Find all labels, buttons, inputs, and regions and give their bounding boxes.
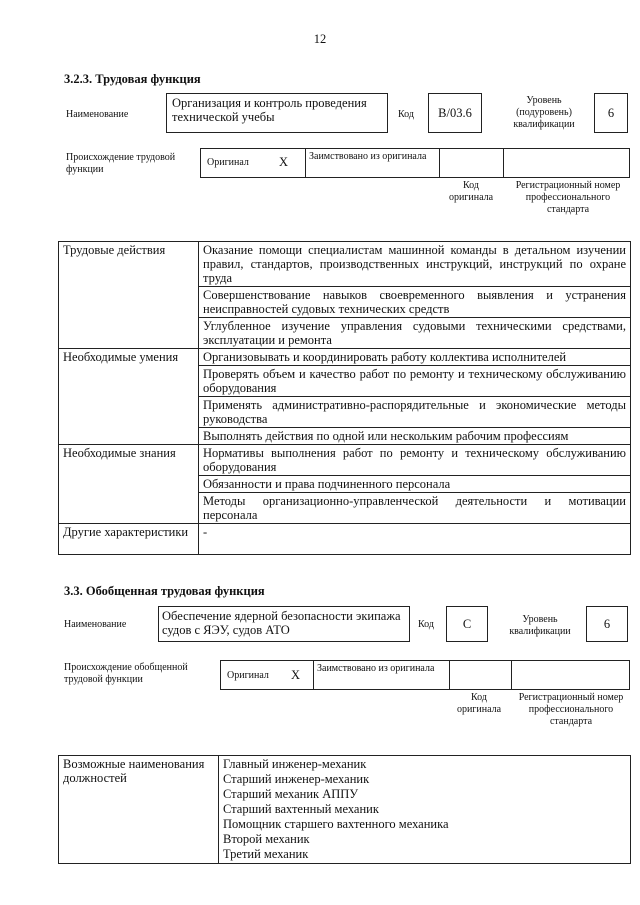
original-label: Оригинал — [207, 157, 249, 168]
origin-label: Происхождение обобщенной трудовой функции — [64, 662, 188, 685]
list-item: Главный инженер-механик — [223, 757, 367, 771]
row-item: Углубленное изучение управления судовыми техническими средствами, эксплуатации и ремонта — [199, 318, 631, 349]
name-value: Обеспечение ядерной безопасности экипажа судов с ЯЭУ, судов АТО — [162, 609, 401, 637]
divider — [313, 661, 314, 689]
list-item: Старший механик АППУ — [223, 787, 359, 801]
row-category: Трудовые действия — [59, 242, 199, 349]
level-value-box — [586, 606, 628, 642]
list-item: Помощник старшего вахтенного механика — [223, 817, 449, 831]
row-item: Методы организационно-управленческой деятельности и мотивации персонала — [199, 493, 631, 524]
borrowed-label: Заимствовано из оригинала — [309, 151, 427, 162]
code-value: C — [462, 617, 472, 631]
row-item: Проверять объем и качество работ по ремонту и техническому обслуживанию оборудования — [199, 366, 631, 397]
row-item: Применять административно-распорядительные и экономические методы руководства — [199, 397, 631, 428]
row-category: Необходимые умения — [59, 349, 199, 445]
table-row — [59, 445, 631, 476]
borrowed-label: Заимствовано из оригинала — [317, 663, 435, 674]
positions-label: Возможные наименования должностей — [59, 756, 219, 864]
table-row — [59, 349, 631, 366]
code-value: B/03.6 — [438, 106, 472, 120]
level-label: Уровень квалификации — [509, 614, 571, 637]
section-heading-33: 3.3. Обобщенная трудовая функция — [64, 584, 265, 598]
code-original-caption: Код оригинала — [456, 692, 502, 715]
reg-number-caption: Регистрационный номер профессионального стандарта — [518, 692, 624, 727]
row-item: Обязанности и права подчиненного персонала — [199, 476, 631, 493]
positions-table — [58, 755, 631, 864]
original-mark: X — [279, 155, 289, 169]
name-value-box — [158, 606, 410, 642]
origin-row — [200, 148, 630, 178]
level-label: Уровень (подуровень) квалификации — [513, 95, 575, 130]
list-item: Старший инженер-механик — [223, 772, 370, 786]
list-item: Третий механик — [223, 847, 309, 861]
code-label: Код — [398, 109, 414, 120]
code-value-box — [428, 93, 482, 133]
divider — [305, 149, 306, 177]
divider — [503, 149, 504, 177]
name-label: Наименование — [66, 109, 129, 120]
code-label: Код — [418, 619, 434, 630]
reg-number-caption: Регистрационный номер профессионального стандарта — [515, 180, 621, 215]
name-value-box — [166, 93, 388, 133]
row-item: Оказание помощи специалистам машинной команды в детальном изучении правил, стандартов, производственных инструкций, инструкций по охране труда — [199, 242, 631, 287]
section-heading-323: 3.2.3. Трудовая функция — [64, 72, 201, 86]
table-row — [59, 524, 631, 555]
origin-label: Происхождение трудовой функции — [66, 152, 176, 175]
table-row — [59, 756, 631, 864]
row-item: Выполнять действия по одной или нескольким рабочим профессиям — [199, 428, 631, 445]
row-item: - — [199, 524, 631, 555]
origin-row — [220, 660, 630, 690]
row-category: Необходимые знания — [59, 445, 199, 524]
table-row — [59, 242, 631, 287]
list-item: Старший вахтенный механик — [223, 802, 379, 816]
original-mark: X — [291, 668, 301, 682]
row-item: Организовывать и координировать работу коллектива исполнителей — [199, 349, 631, 366]
page-number: 12 — [313, 32, 327, 46]
code-value-box — [446, 606, 488, 642]
original-label: Оригинал — [227, 670, 269, 681]
labor-function-table — [58, 241, 631, 555]
divider — [449, 661, 450, 689]
divider — [439, 149, 440, 177]
name-value: Организация и контроль проведения технической учебы — [172, 96, 367, 124]
row-item: Совершенствование навыков своевременного выявления и устранения неисправностей судовых технических средств — [199, 287, 631, 318]
positions-list — [219, 756, 631, 864]
level-value: 6 — [603, 617, 611, 631]
name-label: Наименование — [64, 619, 127, 630]
row-item: Нормативы выполнения работ по ремонту и техническому обслуживанию оборудования — [199, 445, 631, 476]
level-value-box — [594, 93, 628, 133]
code-original-caption: Код оригинала — [448, 180, 494, 203]
level-value: 6 — [607, 106, 615, 120]
list-item: Второй механик — [223, 832, 310, 846]
divider — [511, 661, 512, 689]
row-category: Другие характеристики — [59, 524, 199, 555]
